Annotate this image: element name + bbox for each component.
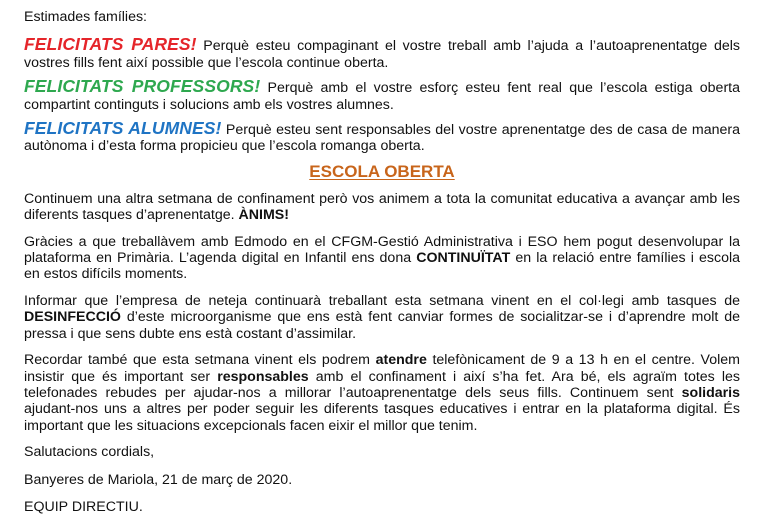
p4-text-a: Recordar també que esta setmana vinent els podrem [24,352,376,369]
paragraph-3 [24,293,740,342]
p2-text-c: en la relació entre famílies i escola en estos difícils moments. [24,250,741,283]
congrats-students-text: Perquè esteu sent responsables del vostre aprenentatge des de casa de manera autònoma i d’esta forma propicieu que l’escola romanga oberta. [24,122,740,155]
p4-bold-3: solidaris [681,384,740,401]
section-title: ESCOLA OBERTA [309,161,455,181]
p4-bold-1: atendre [375,352,427,369]
p3-bold: DESINFECCIÓ [24,309,121,326]
p3-text-c: d’este microorganisme que ens està fent canviar formes de socialitzar-se i d’aprendre molt de pressa i que sens dubte ens està costant d’assimilar. [24,309,740,342]
title-row [24,162,740,182]
signature: EQUIP DIRECTIU. [24,498,143,515]
p2-text-a: Gràcies a que treballàvem amb Edmodo en el CFGM-Gestió Administrativa i ESO hem pogut desenvolupar la plataforma en Primària. L’agenda digital en Infantil ens dona [24,233,740,267]
p4-bold-2: responsables [217,368,309,385]
congrats-teachers [24,78,740,113]
congrats-teachers-text: Perquè amb el vostre esforç esteu fent real que l’escola estiga oberta compartint continguts i solucions amb els vostres alumnes. [24,80,741,113]
closing: Salutacions cordials, [24,444,155,461]
congrats-students [24,120,740,155]
p1-text: Continuem una altra setmana de confinament però vos animem a tota la comunitat educativa a avançar amb les diferents tasques d’aprenentatge. [24,190,740,224]
p4-text-c: telefònicament de 9 a 13 h en el centre. Volem insistir que és important ser [24,352,740,385]
paragraph-2 [24,234,740,283]
greeting: Estimades famílies: [24,9,147,25]
headline-parents: FELICITATS PARES! [24,34,197,55]
p2-bold: CONTINUÏTAT [416,250,511,267]
p4-text-d: amb el confinament i així s’ha fet. Ara bé, els agraïm totes les telefonades rebudes per ajudar-nos a millorar l’autoaprenentatge dels seus fills. Continuem sent [24,368,740,401]
p4-text-e: ajudant-nos uns a altres per poder seguir les diferents tasques educatives i entrar en la plataforma digital. És important que les situacions excepcionals facen eixir el millor que tenim. [24,401,740,434]
place-date: Banyeres de Mariola, 21 de març de 2020. [24,471,293,488]
p1-bold: ÀNIMS! [238,207,289,224]
paragraph-1 [24,191,740,224]
headline-teachers: FELICITATS PROFESSORS! [24,76,261,97]
congrats-parents-text: Perquè esteu compaginant el vostre treball amb l’ajuda a l’autoaprenentatge dels vostres fills fent així possible que l’escola continue oberta. [24,38,741,71]
congrats-parents [24,36,740,71]
headline-students: FELICITATS ALUMNES! [24,118,222,139]
p3-text-a: Informar que l’empresa de neteja continuarà treballant esta setmana vinent en el col·legi amb tasques de [24,292,740,309]
paragraph-4 [24,352,740,434]
